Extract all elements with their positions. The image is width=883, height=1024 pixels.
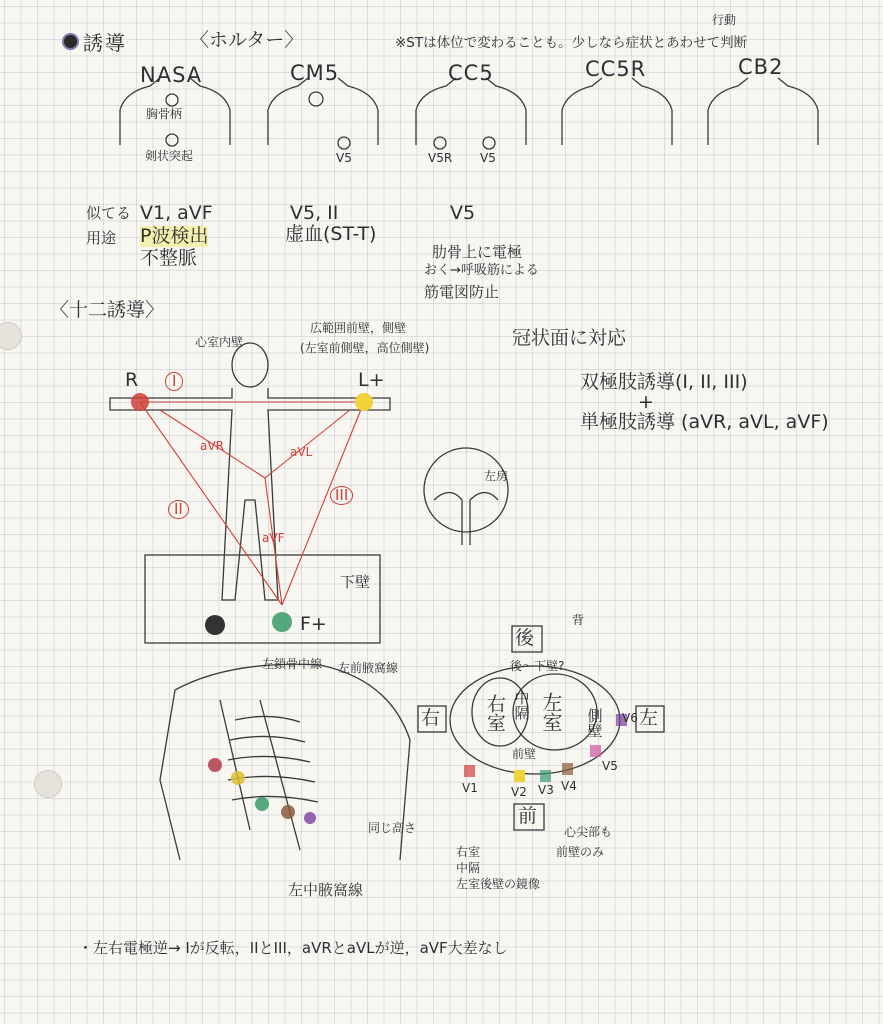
lead-name: CB2 xyxy=(738,55,784,79)
label-rv: 右室 xyxy=(483,694,506,732)
use-value: 虚血(ST-T) xyxy=(285,223,377,245)
label-rv-note3: 左室後壁の鏡像 xyxy=(456,877,541,891)
label-frontal: 冠状面に対応 xyxy=(512,327,627,349)
electrode-F xyxy=(272,612,292,632)
use-value: 不整脈 xyxy=(140,247,198,269)
label-lv: 左室 xyxy=(539,692,563,732)
label-apex-note1: 心尖部も xyxy=(564,825,613,839)
chip-V1 xyxy=(464,765,475,777)
label-same-height: 同じ高さ xyxy=(368,821,417,835)
electrode-label: V5 xyxy=(336,151,352,165)
label-aVF: aVF xyxy=(262,531,285,545)
label-left-atrium: 左房 xyxy=(484,469,509,483)
label-aVL: aVL xyxy=(290,445,313,459)
label-lead-III: III xyxy=(330,486,353,505)
torso-cb2 xyxy=(708,78,818,145)
electrode-pos xyxy=(338,137,350,149)
note-text: ※STは体位で変わることも。少しなら症状とあわせて判断 xyxy=(395,35,748,51)
lead-name: CC5 xyxy=(448,61,494,85)
chip-V2 xyxy=(514,770,525,782)
label-L: L+ xyxy=(358,369,385,391)
use-value: おく→呼吸筋による xyxy=(424,263,539,278)
electrode-pos xyxy=(483,137,495,149)
label-wide-anterior2: (左室前側壁，高位側壁) xyxy=(300,341,430,355)
label-V1: V1 xyxy=(462,781,478,795)
label-left: 左 xyxy=(639,707,659,729)
label-clavicle: 左鎖骨中線 xyxy=(262,657,323,671)
label-back-note: 後〜下壁? xyxy=(510,659,565,673)
lead-II-line xyxy=(140,402,285,605)
torso-cc5 xyxy=(416,78,526,145)
label-lead-II: II xyxy=(168,500,189,519)
electrode-V3 xyxy=(255,797,269,811)
chip-V4 xyxy=(562,763,573,775)
ribs xyxy=(228,716,318,802)
label-V5: V5 xyxy=(602,759,618,773)
electrode-label: V5 xyxy=(480,151,496,165)
label-rv-note1: 右室 xyxy=(456,845,481,859)
label-anterior-axillary: 左前腋窩線 xyxy=(338,661,399,675)
electrode-N xyxy=(205,615,225,635)
label-inner-wall: 心室内壁 xyxy=(195,335,244,349)
footer-note: ・左右電極逆→ Iが反転，IIとIII，aVRとaVLが逆，aVF大差なし xyxy=(78,939,508,957)
electrode-V4 xyxy=(281,805,295,819)
electrode-pos xyxy=(166,134,178,146)
similar-value: V1, aVF xyxy=(140,202,213,224)
frontal-heart xyxy=(434,493,498,546)
note-supra: 行動 xyxy=(712,13,737,27)
lead-name: CM5 xyxy=(290,61,340,85)
use-value: 肋骨上に電極 xyxy=(432,243,523,261)
twelve-lead-title: 〈十二誘導〉 xyxy=(50,299,165,321)
use-value: P波検出 xyxy=(140,225,209,247)
holter-title: 〈ホルター〉 xyxy=(190,29,304,51)
label-inferior: 下壁 xyxy=(340,573,371,591)
lead-name: CC5R xyxy=(585,57,647,81)
label-unipolar: 単極肢誘導 (aVR, aVL, aVF) xyxy=(580,411,829,433)
label-anterior-wall: 前壁 xyxy=(512,747,537,761)
label-back-note2: 背 xyxy=(572,613,585,627)
use-value: 筋電図防止 xyxy=(424,283,500,301)
label-back: 後 xyxy=(515,627,535,649)
label-wide-anterior: 広範囲前壁，側壁 xyxy=(310,321,407,335)
electrode-neg xyxy=(166,94,178,106)
label-lead-I: I xyxy=(165,372,183,391)
electrode-label: 胸骨柄 xyxy=(146,107,183,121)
label-F: F+ xyxy=(300,613,327,635)
chip-V5 xyxy=(590,745,601,757)
electrode-neg xyxy=(434,137,446,149)
label-right: 右 xyxy=(421,707,441,729)
label-apex-note2: 前壁のみ xyxy=(556,845,605,859)
use-label: 用途 xyxy=(86,229,117,247)
torso-cc5r xyxy=(562,78,672,145)
lead-name: NASA xyxy=(140,63,203,87)
similar-value: V5, II xyxy=(290,202,339,224)
label-V2: V2 xyxy=(511,785,527,799)
label-lateral: 側壁 xyxy=(585,708,604,738)
electrode-label: V5R xyxy=(428,151,453,165)
electrode-neg xyxy=(309,92,323,106)
torso-cm5 xyxy=(268,78,378,145)
frontal-circle xyxy=(424,448,508,532)
label-septum: 中隔 xyxy=(512,690,531,720)
chip-V3 xyxy=(540,770,551,782)
electrode-R xyxy=(131,393,149,411)
label-plus: + xyxy=(638,391,654,413)
electrode-label: 剣状突起 xyxy=(145,149,194,163)
electrode-V1 xyxy=(208,758,222,772)
electrode-L xyxy=(355,393,373,411)
label-mid-axillary: 左中腋窩線 xyxy=(288,881,364,899)
label-bipolar: 双極肢誘導(I, II, III) xyxy=(580,371,748,393)
label-V6: V6 xyxy=(622,711,638,725)
similar-label: 似てる xyxy=(86,204,132,222)
body-head xyxy=(232,343,268,387)
lower-box xyxy=(145,555,380,643)
label-front: 前 xyxy=(518,805,538,827)
label-R: R xyxy=(125,369,139,391)
similar-value: V5 xyxy=(450,202,476,224)
label-aVR: aVR xyxy=(200,439,224,453)
electrode-V5 xyxy=(304,812,316,824)
electrode-V2 xyxy=(231,771,245,785)
label-V4: V4 xyxy=(561,779,577,793)
label-rv-note2: 中隔 xyxy=(456,861,481,875)
label-V3: V3 xyxy=(538,783,554,797)
section-title: 誘導 xyxy=(62,32,127,54)
